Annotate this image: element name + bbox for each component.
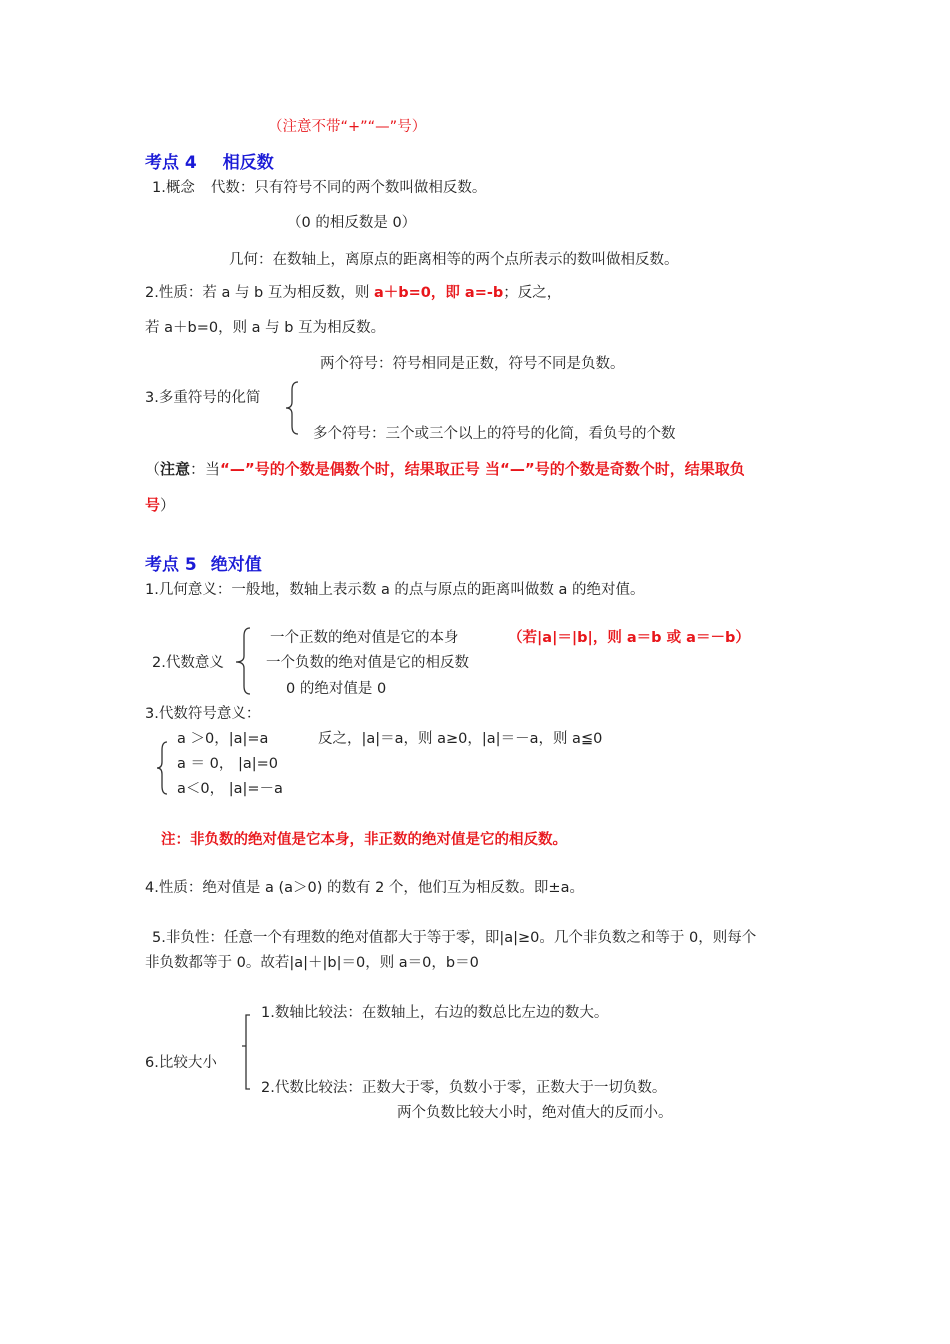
heading-num: 考点 4 — [145, 153, 197, 173]
top-note: （注意不带“+”“—”号） — [268, 119, 427, 135]
sym-item-2: a ＝ 0， |a|=0 — [177, 756, 278, 772]
sign-note-end — [145, 495, 175, 515]
brace-icon — [234, 626, 254, 696]
sym-converse: 反之，|a|＝a，则 a≥0，|a|＝－a，则 a≦0 — [318, 731, 603, 747]
property-prefix: 2.性质：若 a 与 b 互为相反数，则 — [145, 285, 374, 301]
prop5-line2: 非负数都等于 0。故若|a|＋|b|＝0，则 a＝0，b＝0 — [145, 955, 479, 971]
concept-algebra: 代数：只有符号不同的两个数叫做相反数。 — [210, 180, 487, 196]
note-colon: ：当 — [190, 460, 221, 478]
alg-item-2: 一个负数的绝对值是它的相反数 — [266, 655, 469, 671]
note-open: （ — [145, 460, 161, 478]
note-red: “—”号的个数是偶数个时，结果取正号 当“—”号的个数是奇数个时，结果取负 — [220, 460, 745, 478]
heading-num: 考点 5 — [145, 555, 197, 575]
prop5-line1: 5.非负性：任意一个有理数的绝对值都大于等于零，即|a|≥0。几个非负数之和等于 0，则每个 — [152, 930, 757, 946]
compare-2b: 两个负数比较大小时，绝对值大的反而小。 — [397, 1105, 673, 1121]
brace-icon — [155, 740, 173, 796]
sym-item-3: a＜0， |a|=－a — [177, 781, 283, 797]
concept-zero: （0 的相反数是 0） — [287, 215, 417, 231]
red-note: 注：非负数的绝对值是它本身，非正数的绝对值是它的相反数。 — [161, 832, 567, 848]
property-line — [145, 283, 561, 303]
compare-label: 6.比较大小 — [145, 1055, 217, 1071]
prop4: 4.性质：绝对值是 a (a＞0) 的数有 2 个，他们互为相反数。即±a。 — [145, 880, 584, 896]
concept-geometry: 几何：在数轴上，离原点的距离相等的两个点所表示的数叫做相反数。 — [229, 252, 679, 268]
concept-label: 1.概念 — [152, 180, 195, 196]
property-line2: 若 a＋b=0，则 a 与 b 互为相反数。 — [145, 320, 386, 336]
bracket-icon — [240, 1012, 254, 1092]
alg-label: 2.代数意义 — [152, 655, 224, 671]
compare-2: 2.代数比较法：正数大于零，负数小于零，正数大于一切负数。 — [261, 1080, 667, 1096]
brace-icon — [284, 380, 304, 436]
multi-label: 3.多重符号的化简 — [145, 390, 261, 406]
property-suffix: ；反之， — [503, 285, 562, 301]
multi-many: 多个符号：三个或三个以上的符号的化简，看负号的个数 — [313, 426, 676, 442]
alg-item-3: 0 的绝对值是 0 — [286, 681, 387, 697]
heading-title: 绝对值 — [210, 555, 262, 575]
concept-line — [152, 178, 486, 198]
geo-meaning: 1.几何意义：一般地，数轴上表示数 a 的点与原点的距离叫做数 a 的绝对值。 — [145, 582, 645, 598]
sym-item-1: a ＞0，|a|=a — [177, 731, 269, 747]
multi-two: 两个符号：符号相同是正数，符号不同是负数。 — [320, 356, 625, 372]
note-close: ） — [160, 496, 176, 514]
section5-heading — [145, 555, 262, 575]
property-red: a＋b=0，即 a=-b — [373, 285, 504, 301]
section4-heading — [145, 153, 274, 173]
alg-item-1: 一个正数的绝对值是它的本身 — [270, 630, 459, 646]
heading-title: 相反数 — [222, 153, 274, 173]
compare-1: 1.数轴比较法：在数轴上，右边的数总比左边的数大。 — [261, 1005, 609, 1021]
note-red-end: 号 — [145, 496, 161, 514]
alg-red-note: （若|a|＝|b|，则 a＝b 或 a＝－b） — [508, 630, 750, 646]
sym-label: 3.代数符号意义： — [145, 706, 261, 722]
note-label: 注意 — [160, 460, 191, 478]
sign-note — [145, 459, 745, 479]
